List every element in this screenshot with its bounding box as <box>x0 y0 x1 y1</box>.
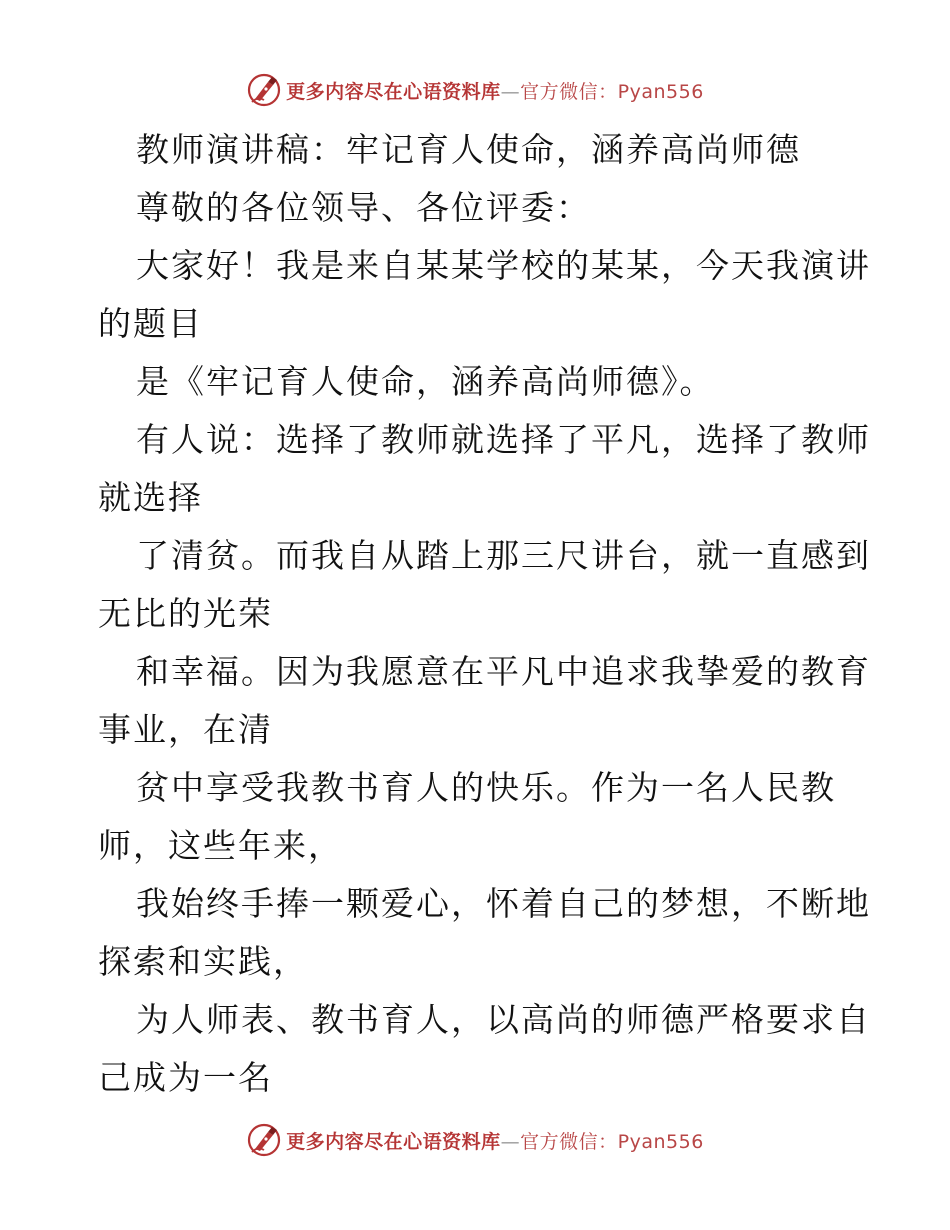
header-banner <box>0 70 950 110</box>
text-line: 大家好！我是来自某某学校的某某，今天我演讲 <box>136 246 871 285</box>
banner-separator: — <box>500 80 521 103</box>
text-line: 为人师表、教书育人，以高尚的师德严格要求自 <box>136 1000 871 1039</box>
text-line: 教师演讲稿：牢记育人使命，涵养高尚师德 <box>136 130 801 169</box>
footer-banner <box>0 1120 950 1160</box>
text-line: 无比的光荣 <box>98 594 273 633</box>
text-line: 事业，在清 <box>98 710 273 749</box>
text-line: 师，这些年来， <box>98 826 343 865</box>
text-line: 己成为一名 <box>98 1058 273 1097</box>
text-line: 我始终手捧一颗爱心，怀着自己的梦想，不断地 <box>136 884 871 923</box>
banner-brand: 更多内容尽在心语资料库 <box>286 80 501 103</box>
banner-wechat: 官方微信：Pyan556 <box>520 80 704 103</box>
document-body <box>98 121 871 1107</box>
text-line: 有人说：选择了教师就选择了平凡，选择了教师 <box>136 420 871 459</box>
fountain-pen-logo-icon <box>246 72 282 108</box>
text-line: 的题目 <box>98 304 203 343</box>
text-line: 是《牢记育人使命，涵养高尚师德》。 <box>136 362 715 401</box>
banner-text <box>286 77 704 104</box>
text-line: 和幸福。因为我愿意在平凡中追求我挚爱的教育 <box>136 652 871 691</box>
banner-wechat: 官方微信：Pyan556 <box>520 1130 704 1153</box>
banner-brand: 更多内容尽在心语资料库 <box>286 1130 501 1153</box>
text-line: 了清贫。而我自从踏上那三尺讲台，就一直感到 <box>136 536 871 575</box>
text-line: 贫中享受我教书育人的快乐。作为一名人民教 <box>136 768 836 807</box>
text-line: 探索和实践， <box>98 942 308 981</box>
banner-separator: — <box>500 1130 521 1153</box>
fountain-pen-logo-icon <box>246 1122 282 1158</box>
text-line: 尊敬的各位领导、各位评委： <box>136 188 591 227</box>
text-line: 就选择 <box>98 478 203 517</box>
banner-text <box>286 1127 704 1154</box>
